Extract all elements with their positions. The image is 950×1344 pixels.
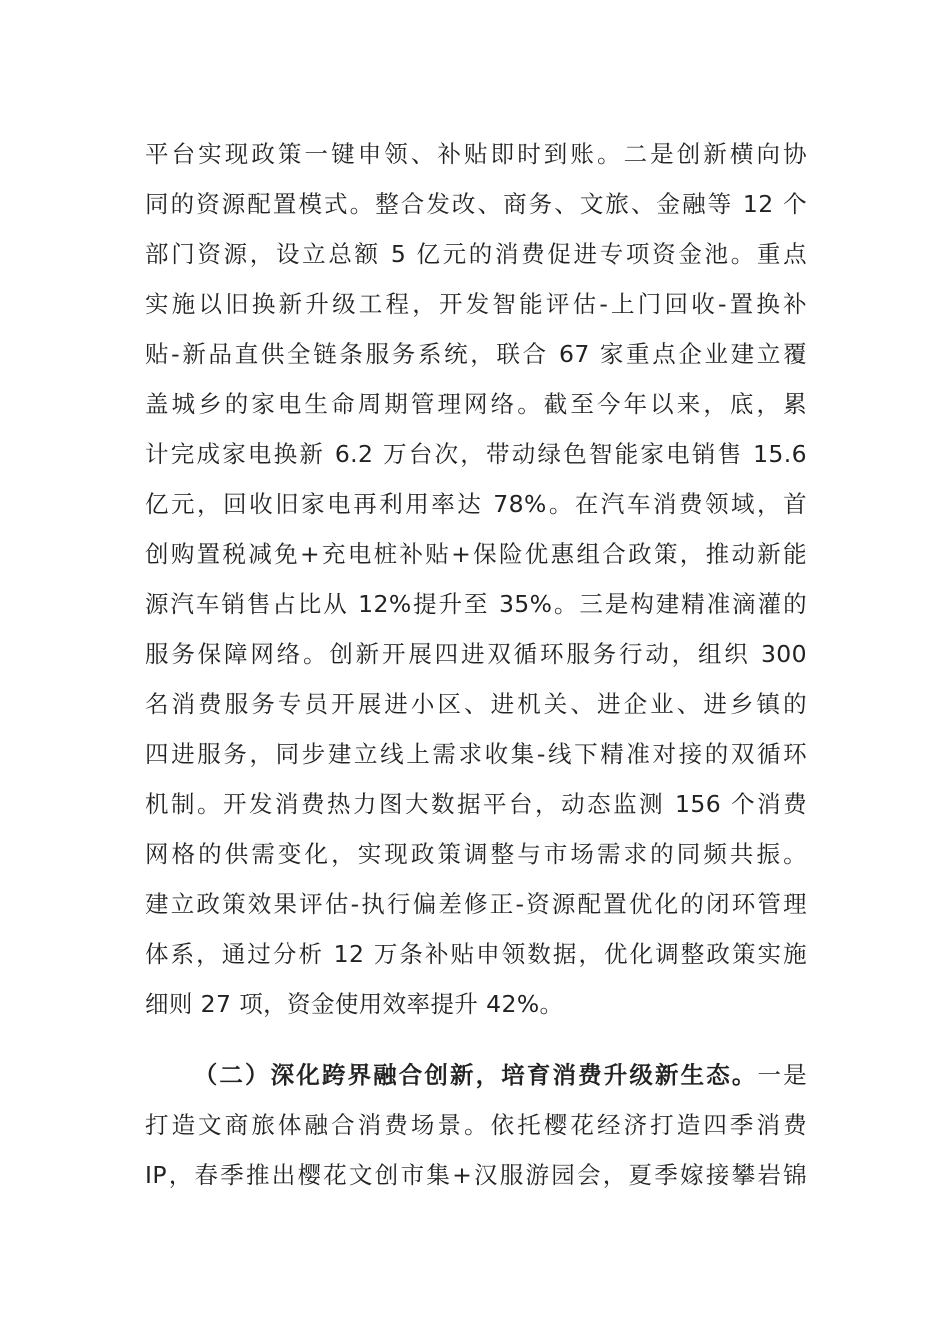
paragraph-line: 服务保障网络。创新开展四进双循环服务行动，组织 300 [145,640,807,668]
paragraph-line: 亿元，回收旧家电再利用率达 78%。在汽车消费领域，首 [145,490,807,518]
paragraph-line: 盖城乡的家电生命周期管理网络。截至今年以来，底，累 [145,390,807,418]
paragraph-line: IP，春季推出樱花文创市集+汉服游园会，夏季嫁接攀岩锦 [145,1161,807,1189]
paragraph-line: 部门资源，设立总额 5 亿元的消费促进专项资金池。重点 [145,240,807,268]
paragraph-line: 计完成家电换新 6.2 万台次，带动绿色智能家电销售 15.6 [145,440,807,468]
paragraph-line: 网格的供需变化，实现政策调整与市场需求的同频共振。 [145,840,807,868]
document-body [145,129,807,1200]
paragraph-line: 实施以旧换新升级工程，开发智能评估-上门回收-置换补 [145,290,807,318]
paragraph-line: 同的资源配置模式。整合发改、商务、文旅、金融等 12 个 [145,190,807,218]
section-heading-continuation: 一是 [757,1061,807,1089]
paragraph-line: 打造文商旅体融合消费场景。依托樱花经济打造四季消费 [145,1111,807,1139]
section-cross-border-innovation [145,1050,807,1200]
paragraph-line: 机制。开发消费热力图大数据平台，动态监测 156 个消费 [145,790,807,818]
paragraph-line: 创购置税减免+充电桩补贴+保险优惠组合政策，推动新能 [145,540,807,568]
paragraph-last-line: 细则 27 项，资金使用效率提升 42%。 [145,990,564,1018]
paragraph-policy-implementation [145,129,807,1029]
section-heading: （二）深化跨界融合创新，培育消费升级新生态。 [192,1061,758,1089]
paragraph-line: 贴-新品直供全链条服务系统，联合 67 家重点企业建立覆 [145,340,807,368]
paragraph-line: 四进服务，同步建立线上需求收集-线下精准对接的双循环 [145,740,807,768]
paragraph-line: 体系，通过分析 12 万条补贴申领数据，优化调整政策实施 [145,940,807,968]
paragraph-line: 源汽车销售占比从 12%提升至 35%。三是构建精准滴灌的 [145,590,807,618]
paragraph-line: 建立政策效果评估-执行偏差修正-资源配置优化的闭环管理 [145,890,807,918]
paragraph-line: 平台实现政策一键申领、补贴即时到账。二是创新横向协 [145,140,807,168]
section-heading-line [145,1050,807,1100]
paragraph-line: 名消费服务专员开展进小区、进机关、进企业、进乡镇的 [145,690,807,718]
